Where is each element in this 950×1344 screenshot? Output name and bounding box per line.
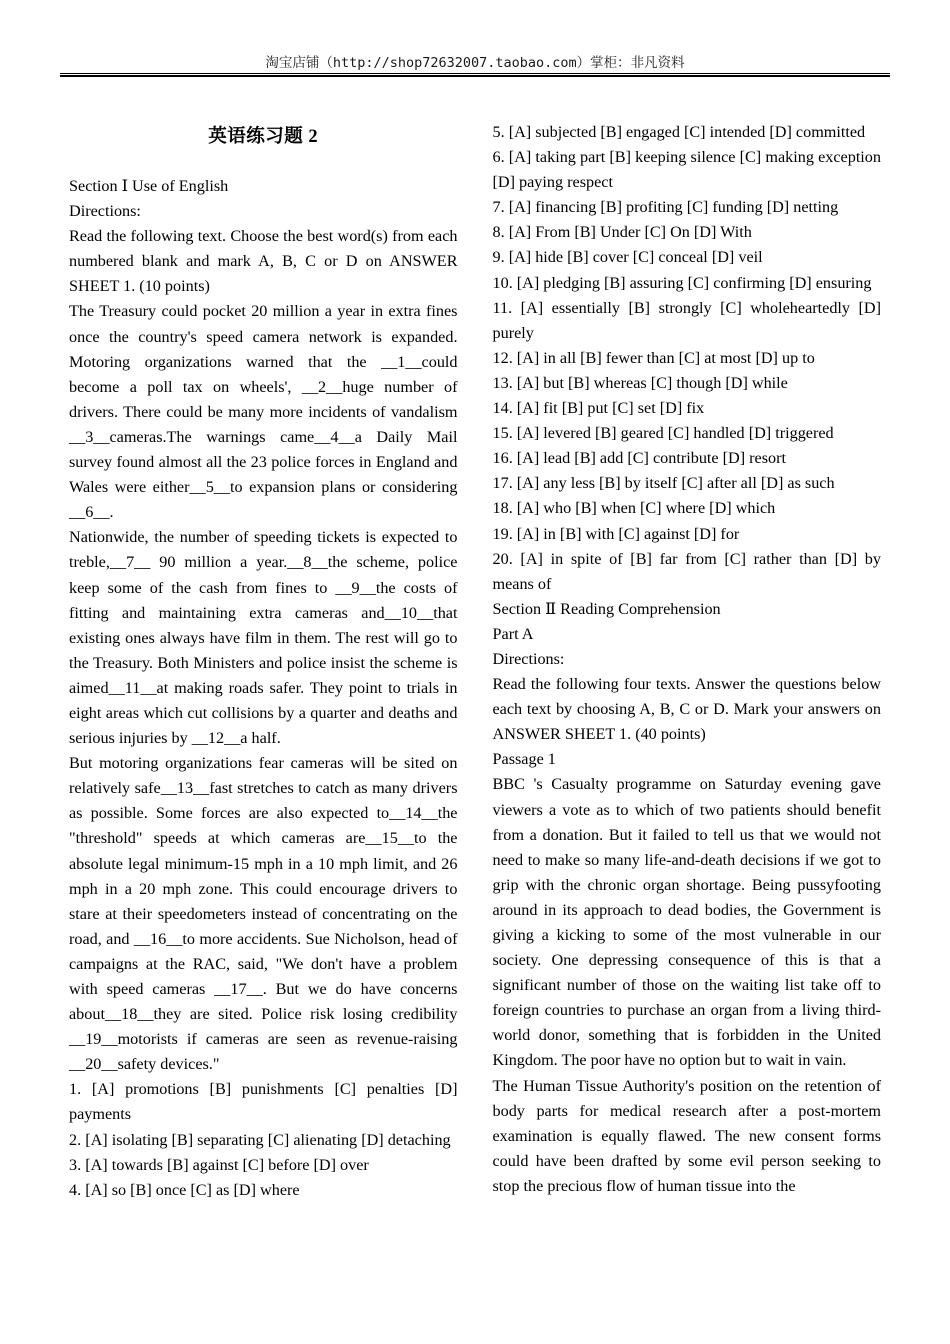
question-item: 16. [A] lead [B] add [C] contribute [D] resort (492, 449, 787, 468)
right-column (493, 112, 882, 1203)
cloze-paragraph-2: Nationwide, the number of speeding tickets is expected to treble,__7__ 90 million a year.__8__the scheme, police keep some of the cash from fines to __9__the costs of fitting and maintaining extra cameras and__10__that existing ones always have film in them. The rest will go to the Treasury. Both Ministers and police insist the scheme is aimed__11__at making roads safer. They point to trials in eight areas which cut collisions by a quarter and deaths and serious injuries by __12__a half. (69, 528, 458, 748)
question-item: 5. [A] subjected [B] engaged [C] intended [D] committed (492, 123, 866, 141)
two-column-body (69, 112, 881, 1203)
passage-1-label: Passage 1 (492, 750, 556, 769)
section-2-directions-text: Read the following four texts. Answer the questions below each text by choosing A, B, C or D. Mark your answers on ANSWER SHEET 1. (40 points) (492, 675, 881, 744)
question-item: 1. [A] promotions [B] punishments [C] penalties [D] payments (69, 1080, 458, 1124)
passage-paragraph-2: The Human Tissue Authority's position on the retention of body parts for medical research after a post-mortem examination is equally flawed. The new consent forms could have been drafted by some evil person seeking to stop the precious flow of human tissue into the (492, 1076, 881, 1195)
section-2-directions-label: Directions: (492, 649, 565, 668)
section-2-heading: Section Ⅱ Reading Comprehension (492, 599, 721, 618)
passage-paragraph-1: BBC 's Casualty programme on Saturday evening gave viewers a vote as to which of two patients should benefit from a donation. But it failed to tell us that we would not need to make so many life-and-death decisions if we got to grip with the chronic organ shortage. Being pussyfooting around in its approach to dead bodies, the Government is giving a kicking to some of the most vulnerable in our society. One depressing consequence of this is that a significant number of those on the waiting list take off to foreign countries to purchase an organ from a living third-world donor, something that is forbidden in the United Kingdom. The poor have no option but to wait in vain. (492, 775, 881, 1070)
question-item: 10. [A] pledging [B] assuring [C] confirming [D] ensuring (492, 273, 872, 292)
question-item: 11. [A] essentially [B] strongly [C] wholeheartedly [D] purely (492, 298, 881, 342)
page-header (60, 55, 890, 77)
question-item: 8. [A] From [B] Under [C] On [D] With (492, 223, 752, 242)
question-item: 7. [A] financing [B] profiting [C] funding [D] netting (492, 198, 839, 217)
question-item: 3. [A] towards [B] against [C] before [D] over (69, 1155, 369, 1174)
question-item: 17. [A] any less [B] by itself [C] after all [D] as such (492, 474, 835, 493)
question-item: 15. [A] levered [B] geared [C] handled [D] triggered (492, 424, 834, 443)
question-item: 9. [A] hide [B] cover [C] conceal [D] veil (492, 248, 763, 267)
question-item: 14. [A] fit [B] put [C] set [D] fix (492, 399, 705, 418)
question-item: 2. [A] isolating [B] separating [C] alienating [D] detaching (69, 1130, 451, 1149)
part-a-label: Part A (492, 624, 534, 643)
left-column (69, 112, 458, 1203)
question-item: 12. [A] in all [B] fewer than [C] at most [D] up to (492, 348, 815, 367)
question-item: 4. [A] so [B] once [C] as [D] where (69, 1180, 300, 1199)
question-item: 18. [A] who [B] when [C] where [D] which (492, 499, 776, 518)
cloze-paragraph-1: The Treasury could pocket 20 million a year in extra fines once the country's speed camera network is expanded. Motoring organizations warned that the __1__could become a poll tax on wheels', __2__huge number of drivers. There could be many more incidents of vandalism __3__cameras.The warnings came__4__a Daily Mail survey found almost all the 23 police forces in England and Wales were either__5__to expansion plans or considering __6__. (69, 302, 458, 522)
cloze-paragraph-3: But motoring organizations fear cameras will be sited on relatively safe__13__fast stretches to catch as many drivers as possible. Some forces are also expected to__14__the "threshold" speeds at which cameras are__15__to the absolute legal minimum-15 mph in a 10 mph limit, and 26 mph in a 20 mph zone. This could encourage drivers to stare at their speedometers instead of concentrating on the road, and __16__to more accidents. Sue Nicholson, head of campaigns at the RAC, said, "We don't have a problem with speed cameras __17__. But we do have concerns about__18__they are sited. Police risk losing credibility __19__motorists if cameras are seen as revenue-raising __20__safety devices." (69, 754, 458, 1074)
header-shop-text: 淘宝店铺（http://shop72632007.taobao.com）掌柜：非凡资料 (265, 55, 685, 71)
header-rule (60, 73, 890, 77)
question-item: 6. [A] taking part [B] keeping silence [C] making exception [D] paying respect (492, 148, 881, 192)
question-item: 20. [A] in spite of [B] far from [C] rather than [D] by means of (492, 549, 881, 593)
section-1-directions-text: Read the following text. Choose the best word(s) from each numbered blank and mark A, B, C or D on ANSWER SHEET 1. (10 points) (69, 227, 458, 296)
question-item: 19. [A] in [B] with [C] against [D] for (492, 524, 740, 543)
section-1-heading: Section Ⅰ Use of English (69, 177, 229, 195)
page-title: 英语练习题 2 (208, 127, 319, 147)
question-item: 13. [A] but [B] whereas [C] though [D] while (492, 373, 788, 392)
section-1-directions-label: Directions: (69, 202, 141, 221)
